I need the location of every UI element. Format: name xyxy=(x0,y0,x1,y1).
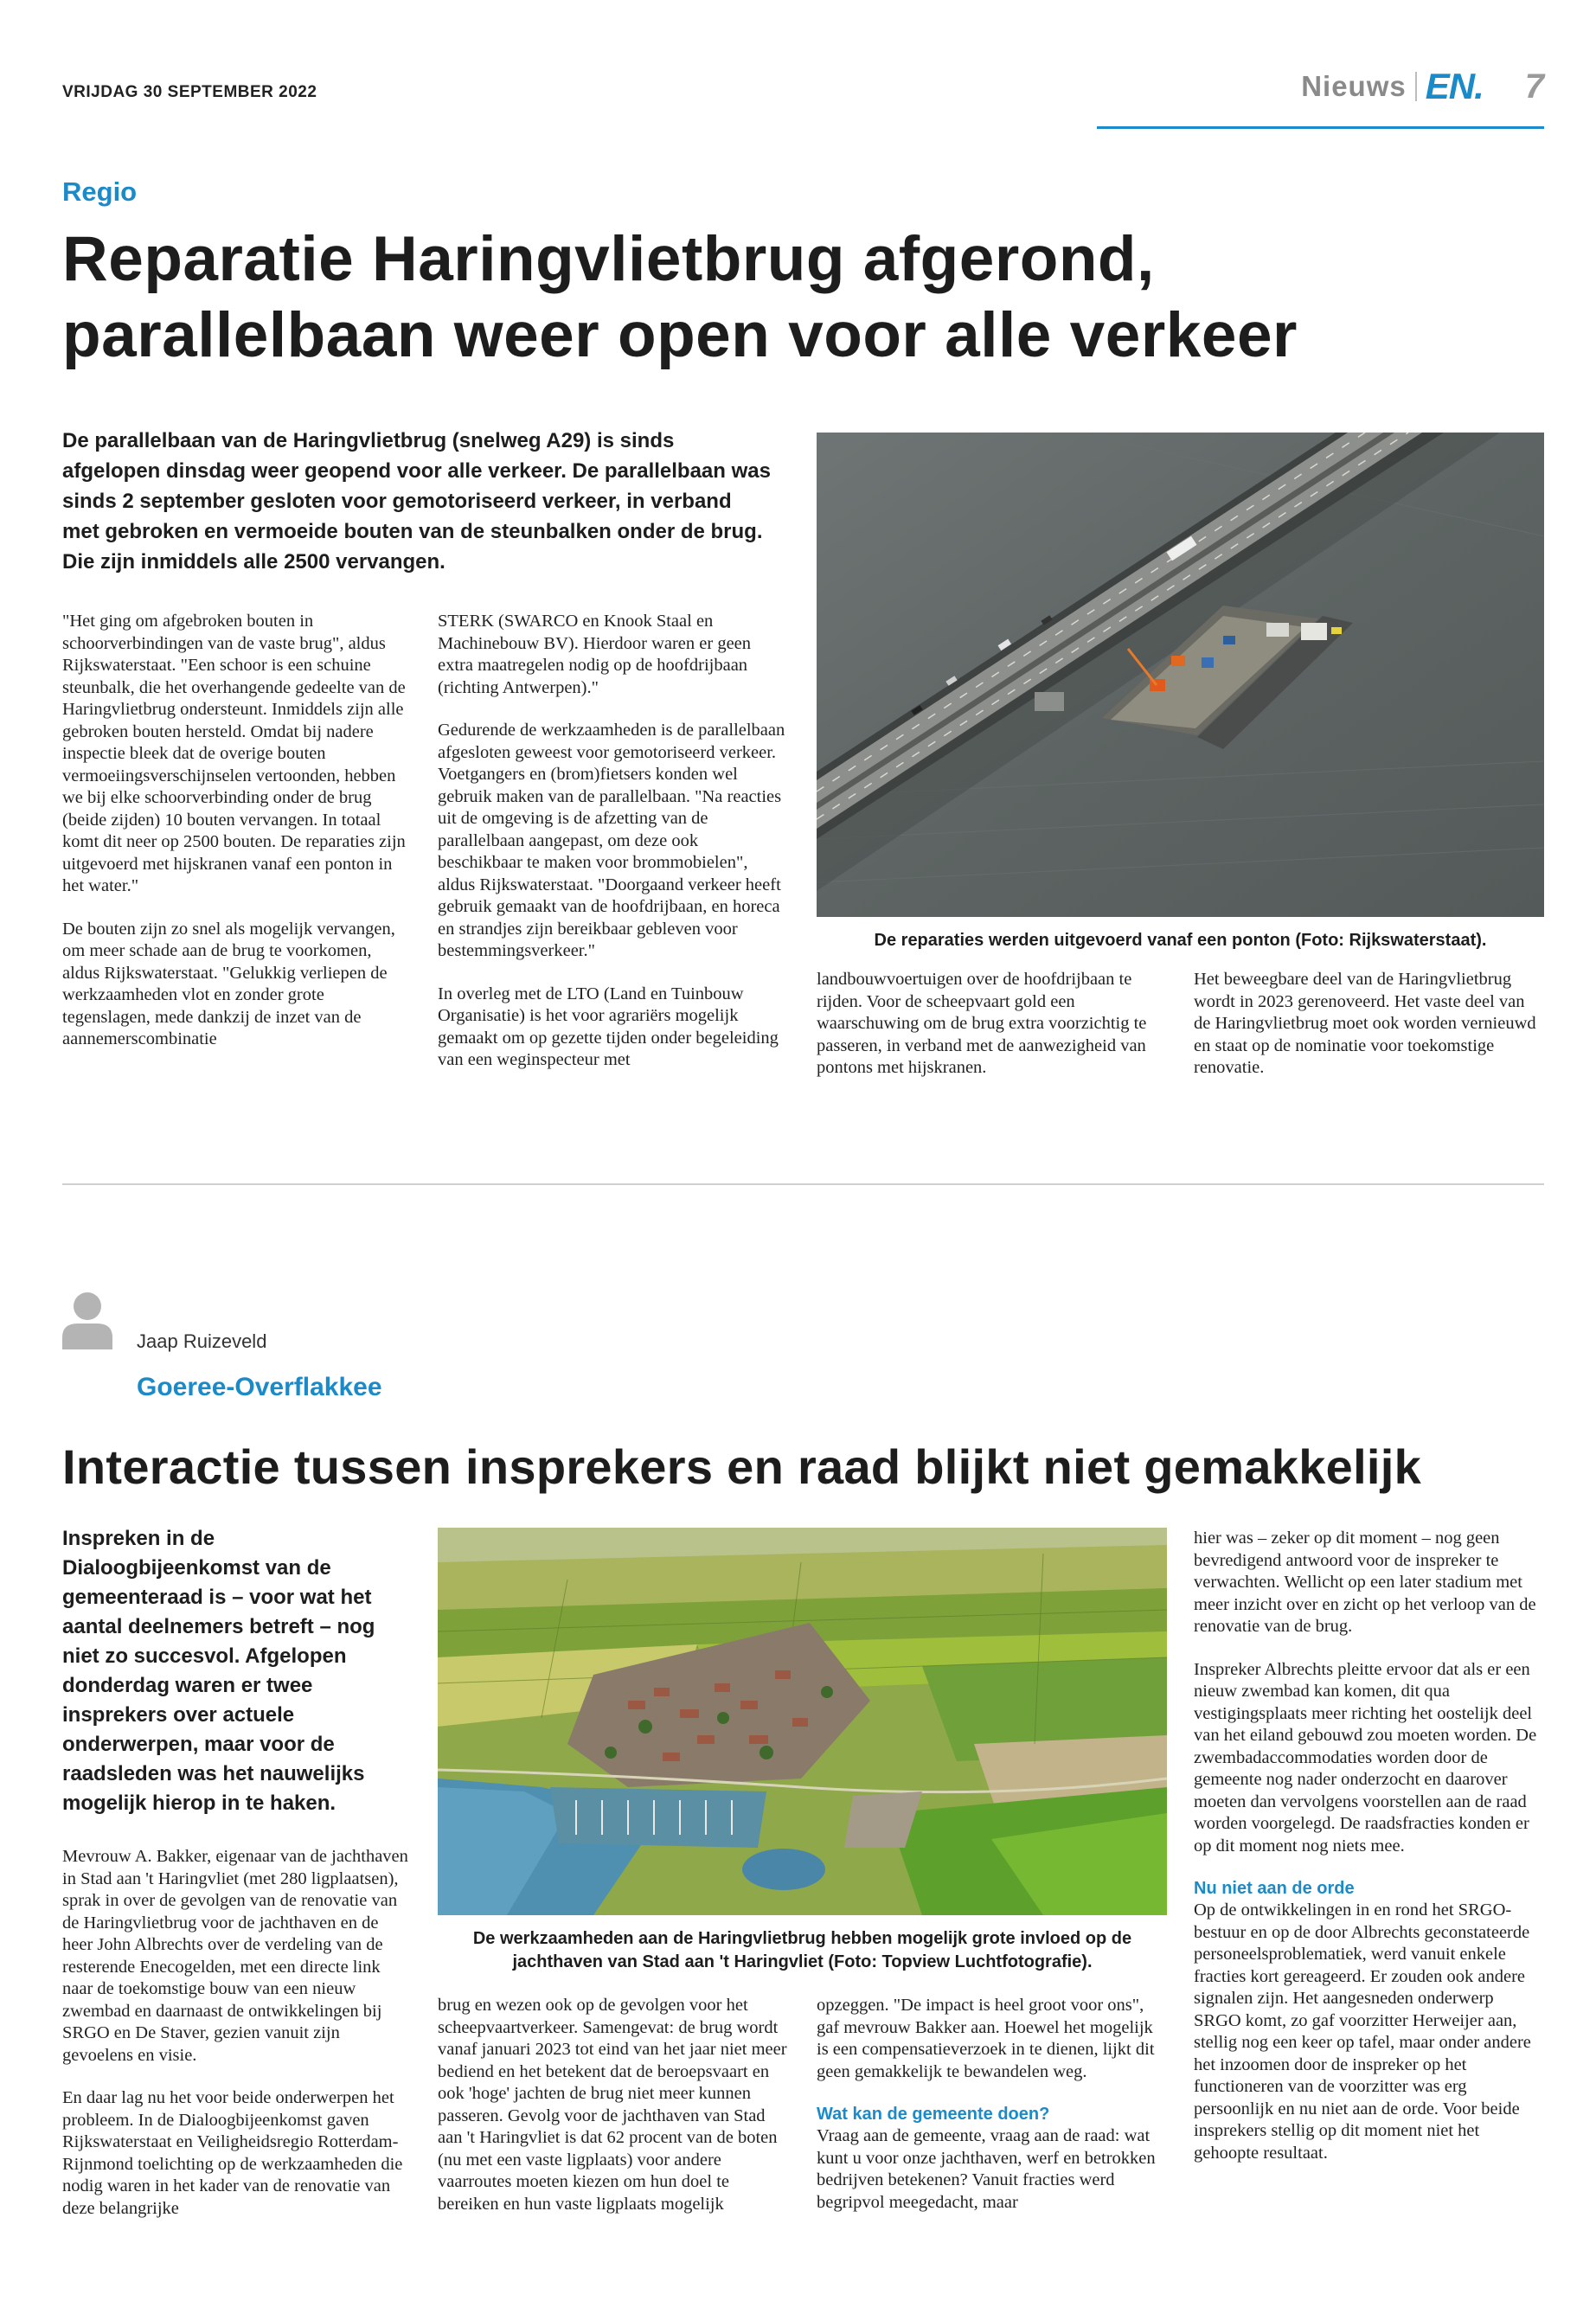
article1-column-2 xyxy=(438,611,787,1093)
paragraph: "Het ging om afgebroken bouten in schoorverbindingen van de vaste brug", aldus Rijkswaterstaat. "Een schoor is een schuine steunbalk, die het overhangende gedeelte van de Haringvlietbrug ondersteunt. Inmiddels zijn alle gebroken bouten hersteld. Omdat bij nadere inspectie bleek dat de overige bouten vermoeiingsverschijnselen vertoonden, hebben we bij elke schoorverbinding onder de brug (beide zijden) 10 bouten vervangen. In totaal komt dit neer op 2500 bouten. De reparaties zijn uitgevoerd met hijskranen vanaf een ponton in het water." xyxy=(62,612,406,895)
article1-headline: Reparatie Haringvlietbrug afgerond, parallelbaan weer open voor alle verkeer xyxy=(62,224,1298,370)
paragraph: Gedurende de werkzaamheden is de parallelbaan afgesloten geweest voor gemotoriseerd verkeer. Voetgangers en (brom)fietsers konden wel gebruik maken van de parallelbaan. "Na reacties uit de omgeving is de afzetting van de parallelbaan aangepast, om deze ook beschikbaar te maken voor brommobielen", aldus Rijkswaterstaat. "Doorgaand verkeer heeft gebruik gemaakt van de hoofdrijbaan, en horeca en strandjes zijn bereikbaar gebleven voor bestemmingsverkeer." xyxy=(438,721,785,960)
paragraph: landbouwvoertuigen over de hoofdrijbaan te rijden. Voor de scheepvaart gold een waarschuwing om de brug extra voorzichtig te passeren, in verband met de aanwezigheid van pontons met hijskranen. xyxy=(817,970,1147,1077)
subheading: Nu niet aan de orde xyxy=(1194,1879,1355,1898)
masthead xyxy=(1301,66,1544,107)
section-name: Nieuws xyxy=(1301,70,1407,102)
article1-kicker: Regio xyxy=(62,176,138,207)
paragraph: De bouten zijn zo snel als mogelijk vervangen, om meer schade aan de brug te voorkomen, aldus Rijkswaterstaat. "Gelukkig verliepen de werkzaamheden vlot en zonder grote tegenslagen, mede dankzij de inzet van de aannemerscombinatie xyxy=(62,919,395,1048)
article1-column-3 xyxy=(817,969,1167,1100)
article-divider xyxy=(62,1183,1544,1185)
author-name: Jaap Ruizeveld xyxy=(137,1330,267,1352)
article2-column-2 xyxy=(438,1995,788,2236)
paragraph: Inspreker Albrechts pleitte ervoor dat als er een nieuw zwembad kan komen, dit qua vestigingsplaats meer richting het oostelijk deel van het eiland gebouwd zou moeten worden. De zwembadaccommodaties worden door de gemeente nog nader onderzocht en daarover moeten dan vervolgens voorstellen aan de raad worden voorgelegd. De raadsfracties konden er op dit moment nog niets mee. xyxy=(1194,1659,1537,1856)
harbour-aerial-photo xyxy=(438,1528,1167,1915)
article1-intro: De parallelbaan van de Haringvlietbrug (snelweg A29) is sinds afgelopen dinsdag weer geopend voor alle verkeer. De parallelbaan was sinds 2 september gesloten voor gemotoriseerd verkeer, in verband met gebroken en vermoeide bouten van de steunbalken onder de brug. Die zijn inmiddels alle 2500 vervangen. xyxy=(62,429,771,574)
paragraph: STERK (SWARCO en Knook Staal en Machinebouw BV). Hierdoor waren er geen extra maatregelen nodig op de hoofdrijbaan (richting Antwerpen)." xyxy=(438,612,752,697)
paragraph: Mevrouw A. Bakker, eigenaar van de jachthaven in Stad aan 't Haringvliet (met 280 ligplaatsen), sprak in over de gevolgen van de renovatie van de Haringvlietbrug voor de jachthaven en de heer John Albrechts over de verdeling van de resterende Enecogelden, met een directe link naar de toekomstige bouw van een nieuw zwembad en daarnaast de ontwikkelingen bij SRGO en De Staver, gezien vanuit zijn gevoelens en visie. xyxy=(62,1847,408,2065)
page-number: 7 xyxy=(1524,67,1544,106)
article2-kicker: Goeree-Overflakkee xyxy=(137,1373,382,1401)
paragraph: Vraag aan de gemeente, vraag aan de raad: wat kunt u voor onze jachthaven, werf en betrokken bedrijven betekenen? Vanuit fracties werd begripvol meegedacht, maar xyxy=(817,2126,1156,2212)
paragraph: opzeggen. "De impact is heel groot voor ons", gaf mevrouw Bakker aan. Hoewel het mogelijk is een compensatieverzoek in te dienen, lijkt dit geen gemakkelijk te bewandelen weg. xyxy=(817,1996,1155,2081)
article2-headline: Interactie tussen insprekers en raad blijkt niet gemakkelijk xyxy=(62,1439,1422,1494)
article1-column-1 xyxy=(62,611,412,1072)
subheading: Wat kan de gemeente doen? xyxy=(817,2105,1050,2124)
article2-photo-caption: De werkzaamheden aan de Haringvlietbrug hebben mogelijk grote invloed op de jachthaven van Stad aan 't Haringvliet (Foto: Topview Luchtfotografie). xyxy=(472,1929,1132,1971)
article2-column-1 xyxy=(62,1846,412,2240)
paragraph: Het beweegbare deel van de Haringvlietbrug wordt in 2023 gerenoveerd. Het vaste deel van de Haringvlietbrug moet ook worden vernieuwd en staat op de nominatie voor toekomstige renovatie. xyxy=(1194,970,1536,1077)
header-rule xyxy=(1097,126,1544,129)
article2-column-4 xyxy=(1194,1528,1544,2185)
article1-column-4 xyxy=(1194,969,1544,1100)
paragraph: brug en wezen ook op de gevolgen voor het scheepvaartverkeer. Samengevat: de brug wordt vanaf januari 2023 tot eind van het jaar niet meer bediend en het betekent dat de beroepsvaart en ook 'hoge' jachten de brug niet meer kunnen passeren. Gevolg voor de jachthaven van Stad aan 't Haringvliet is dat 62 procent van de boten (nu met een vaste ligplaats) voor andere vaarroutes moeten kiezen om hun doel te bereiken en hun vaste ligplaats mogelijk xyxy=(438,1996,787,2214)
article2-column-3 xyxy=(817,1995,1167,2234)
issue-date: VRIJDAG 30 SEPTEMBER 2022 xyxy=(62,83,317,101)
paragraph: hier was – zeker op dit moment – nog geen bevredigend antwoord voor de inspreker te verwachten. Wellicht op een later stadium met meer inzicht over en zicht op het verloop van de renovatie van de brug. xyxy=(1194,1529,1536,1636)
article2-intro: Inspreken in de Dialoogbijeenkomst van de gemeenteraad is – voor wat het aantal deelnemers betreft – nog niet zo succesvol. Afgelopen donderdag waren er twee insprekers over actuele onderwerpen, maar voor de raadsleden was het nauwelijks mogelijk hierop in te haken. xyxy=(62,1527,375,1815)
paragraph: In overleg met de LTO (Land en Tuinbouw Organisatie) is het voor agrariërs mogelijk gemaakt om op gezette tijden onder begeleiding van een weginspecteur met xyxy=(438,984,779,1069)
article1-photo-caption: De reparaties werden uitgevoerd vanaf een ponton (Foto: Rijkswaterstaat). xyxy=(874,931,1487,950)
paragraph: En daar lag nu het voor beide onderwerpen het probleem. In de Dialoogbijeenkomst gaven Rijkswaterstaat en Veiligheidsregio Rotterdam-Rijnmond toelichting op de werkzaamheden die nodig waren in het kader van de renovatie van deze belangrijke xyxy=(62,2088,403,2218)
bridge-repair-photo xyxy=(817,433,1544,917)
masthead-separator xyxy=(1415,72,1417,101)
newspaper-logo: EN. xyxy=(1425,66,1484,106)
author-avatar-icon xyxy=(62,1291,112,1349)
paragraph: Op de ontwikkelingen in en rond het SRGO-bestuur en op de door Albrechts geconstateerde personeelsproblematiek, werd vanuit enkele fracties kort gereageerd. Er zouden ook andere signalen zijn. Het aangesneden onderwerp SRGO komt, zo gaf voorzitter Herweijer aan, stellig nog een keer op tafel, maar onder andere het inzoomen door de inspreker op het functioneren van de voorzitter was erg persoonlijk en nu niet aan de orde. Voor beide insprekers stellig op dit moment niet het gehoopte resultaat. xyxy=(1194,1900,1531,2163)
